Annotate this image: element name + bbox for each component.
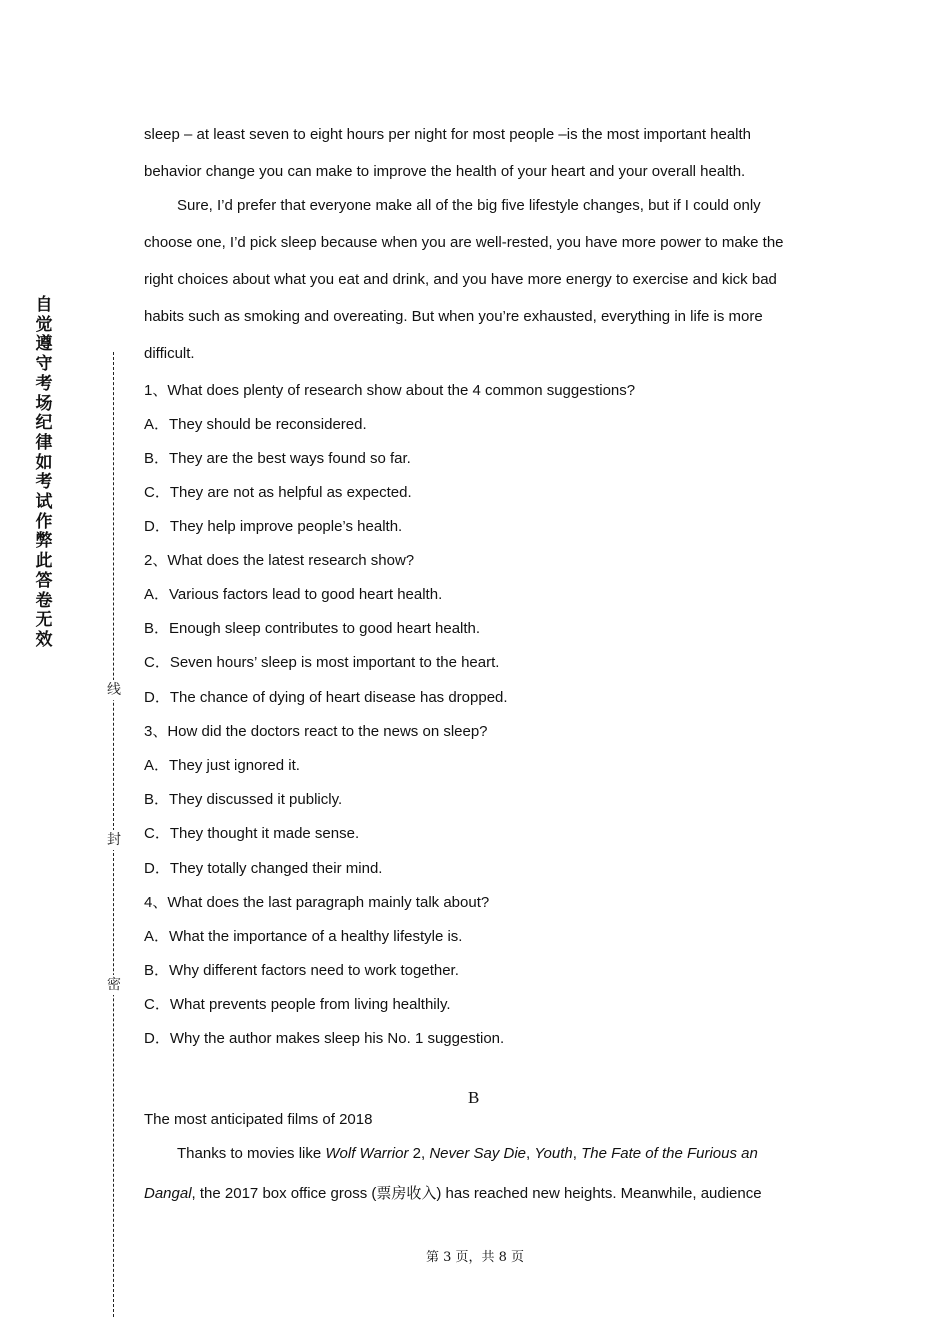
notice-char: 自 xyxy=(35,295,53,315)
text-run: , xyxy=(526,1145,535,1162)
text-run: , the 2017 box office gross (票房收入) has reached new heights. Meanwhile, audience xyxy=(191,1185,762,1202)
question-1-option-c[interactable]: C．They are not as helpful as expected. xyxy=(144,484,412,501)
film-title: The Fate of the Furious an xyxy=(581,1145,758,1162)
notice-char: 场 xyxy=(35,393,53,414)
seal-mark-line: 线 xyxy=(104,680,124,700)
passage-line: sleep – at least seven to eight hours per night for most people –is the most important health xyxy=(144,126,752,143)
question-3-option-b[interactable]: B．They discussed it publicly. xyxy=(144,791,343,808)
passage-line: difficult. xyxy=(144,345,195,362)
notice-char: 卷 xyxy=(35,590,53,611)
question-4-option-b[interactable]: B．Why different factors need to work together. xyxy=(144,962,459,979)
question-2-option-b[interactable]: B．Enough sleep contributes to good heart health. xyxy=(144,620,481,637)
notice-char: 守 xyxy=(35,354,53,375)
question-2-option-a[interactable]: A．Various factors lead to good heart health. xyxy=(144,586,443,603)
notice-char: 考 xyxy=(35,373,53,394)
notice-char: 弊 xyxy=(35,531,53,552)
notice-char: 遵 xyxy=(35,334,53,355)
passage-line: Sure, I’d prefer that everyone make all of the big five lifestyle changes, but if I could only xyxy=(177,197,761,214)
notice-char: 试 xyxy=(35,492,53,513)
passage-line xyxy=(177,1145,758,1162)
text-run: 2, xyxy=(408,1145,430,1162)
notice-char: 无 xyxy=(35,610,53,631)
question-1-option-d[interactable]: D．They help improve people’s health. xyxy=(144,518,403,535)
notice-char: 如 xyxy=(35,452,53,473)
question-4-option-a[interactable]: A．What the importance of a healthy lifestyle is. xyxy=(144,928,463,945)
film-title: Dangal xyxy=(144,1185,192,1202)
notice-char: 效 xyxy=(35,629,53,650)
seal-mark-seal: 封 xyxy=(104,830,124,850)
question-3-stem: 3、How did the doctors react to the news on sleep? xyxy=(144,723,488,740)
section-heading: B xyxy=(468,1088,480,1107)
question-1-option-a[interactable]: A．They should be reconsidered. xyxy=(144,416,367,433)
passage-line xyxy=(144,1182,762,1203)
notice-char: 答 xyxy=(35,570,53,591)
notice-char: 纪 xyxy=(35,413,53,434)
question-2-option-c[interactable]: C．Seven hours’ sleep is most important to the heart. xyxy=(144,654,500,671)
exam-rules-notice xyxy=(33,296,55,651)
passage-line: behavior change you can make to improve the health of your heart and your overall health. xyxy=(144,163,746,180)
question-3-option-a[interactable]: A．They just ignored it. xyxy=(144,757,300,774)
notice-char: 律 xyxy=(35,432,53,453)
notice-char: 考 xyxy=(35,472,53,493)
question-2-option-d[interactable]: D．The chance of dying of heart disease has dropped. xyxy=(144,689,508,706)
question-4-stem: 4、What does the last paragraph mainly talk about? xyxy=(144,894,490,911)
film-title: Youth xyxy=(534,1145,573,1162)
notice-char: 作 xyxy=(35,511,53,532)
passage-line: habits such as smoking and overeating. But when you’re exhausted, everything in life is more xyxy=(144,308,763,325)
text-run: , xyxy=(572,1145,582,1162)
passage-line: right choices about what you eat and drink, and you have more energy to exercise and kick bad xyxy=(144,271,777,288)
question-4-option-d[interactable]: D．Why the author makes sleep his No. 1 suggestion. xyxy=(144,1030,505,1047)
question-3-option-c[interactable]: C．They thought it made sense. xyxy=(144,825,360,842)
notice-char: 此 xyxy=(35,551,53,572)
question-1-stem: 1、What does plenty of research show about the 4 common suggestions? xyxy=(144,382,636,399)
passage-title: The most anticipated films of 2018 xyxy=(144,1111,373,1128)
film-title: Never Say Die xyxy=(429,1145,527,1162)
seal-mark-secret: 密 xyxy=(104,975,124,995)
question-4-option-c[interactable]: C．What prevents people from living healthily. xyxy=(144,996,451,1013)
notice-char: 觉 xyxy=(35,314,53,335)
text-run: Thanks to movies like xyxy=(177,1145,326,1162)
question-3-option-d[interactable]: D．They totally changed their mind. xyxy=(144,860,383,877)
question-1-option-b[interactable]: B．They are the best ways found so far. xyxy=(144,450,411,467)
question-2-stem: 2、What does the latest research show? xyxy=(144,552,415,569)
page-footer: 第 3 页，共 8 页 xyxy=(425,1250,525,1265)
passage-line: choose one, I’d pick sleep because when you are well-rested, you have more power to make the xyxy=(144,234,784,251)
film-title: Wolf Warrior xyxy=(325,1145,409,1162)
